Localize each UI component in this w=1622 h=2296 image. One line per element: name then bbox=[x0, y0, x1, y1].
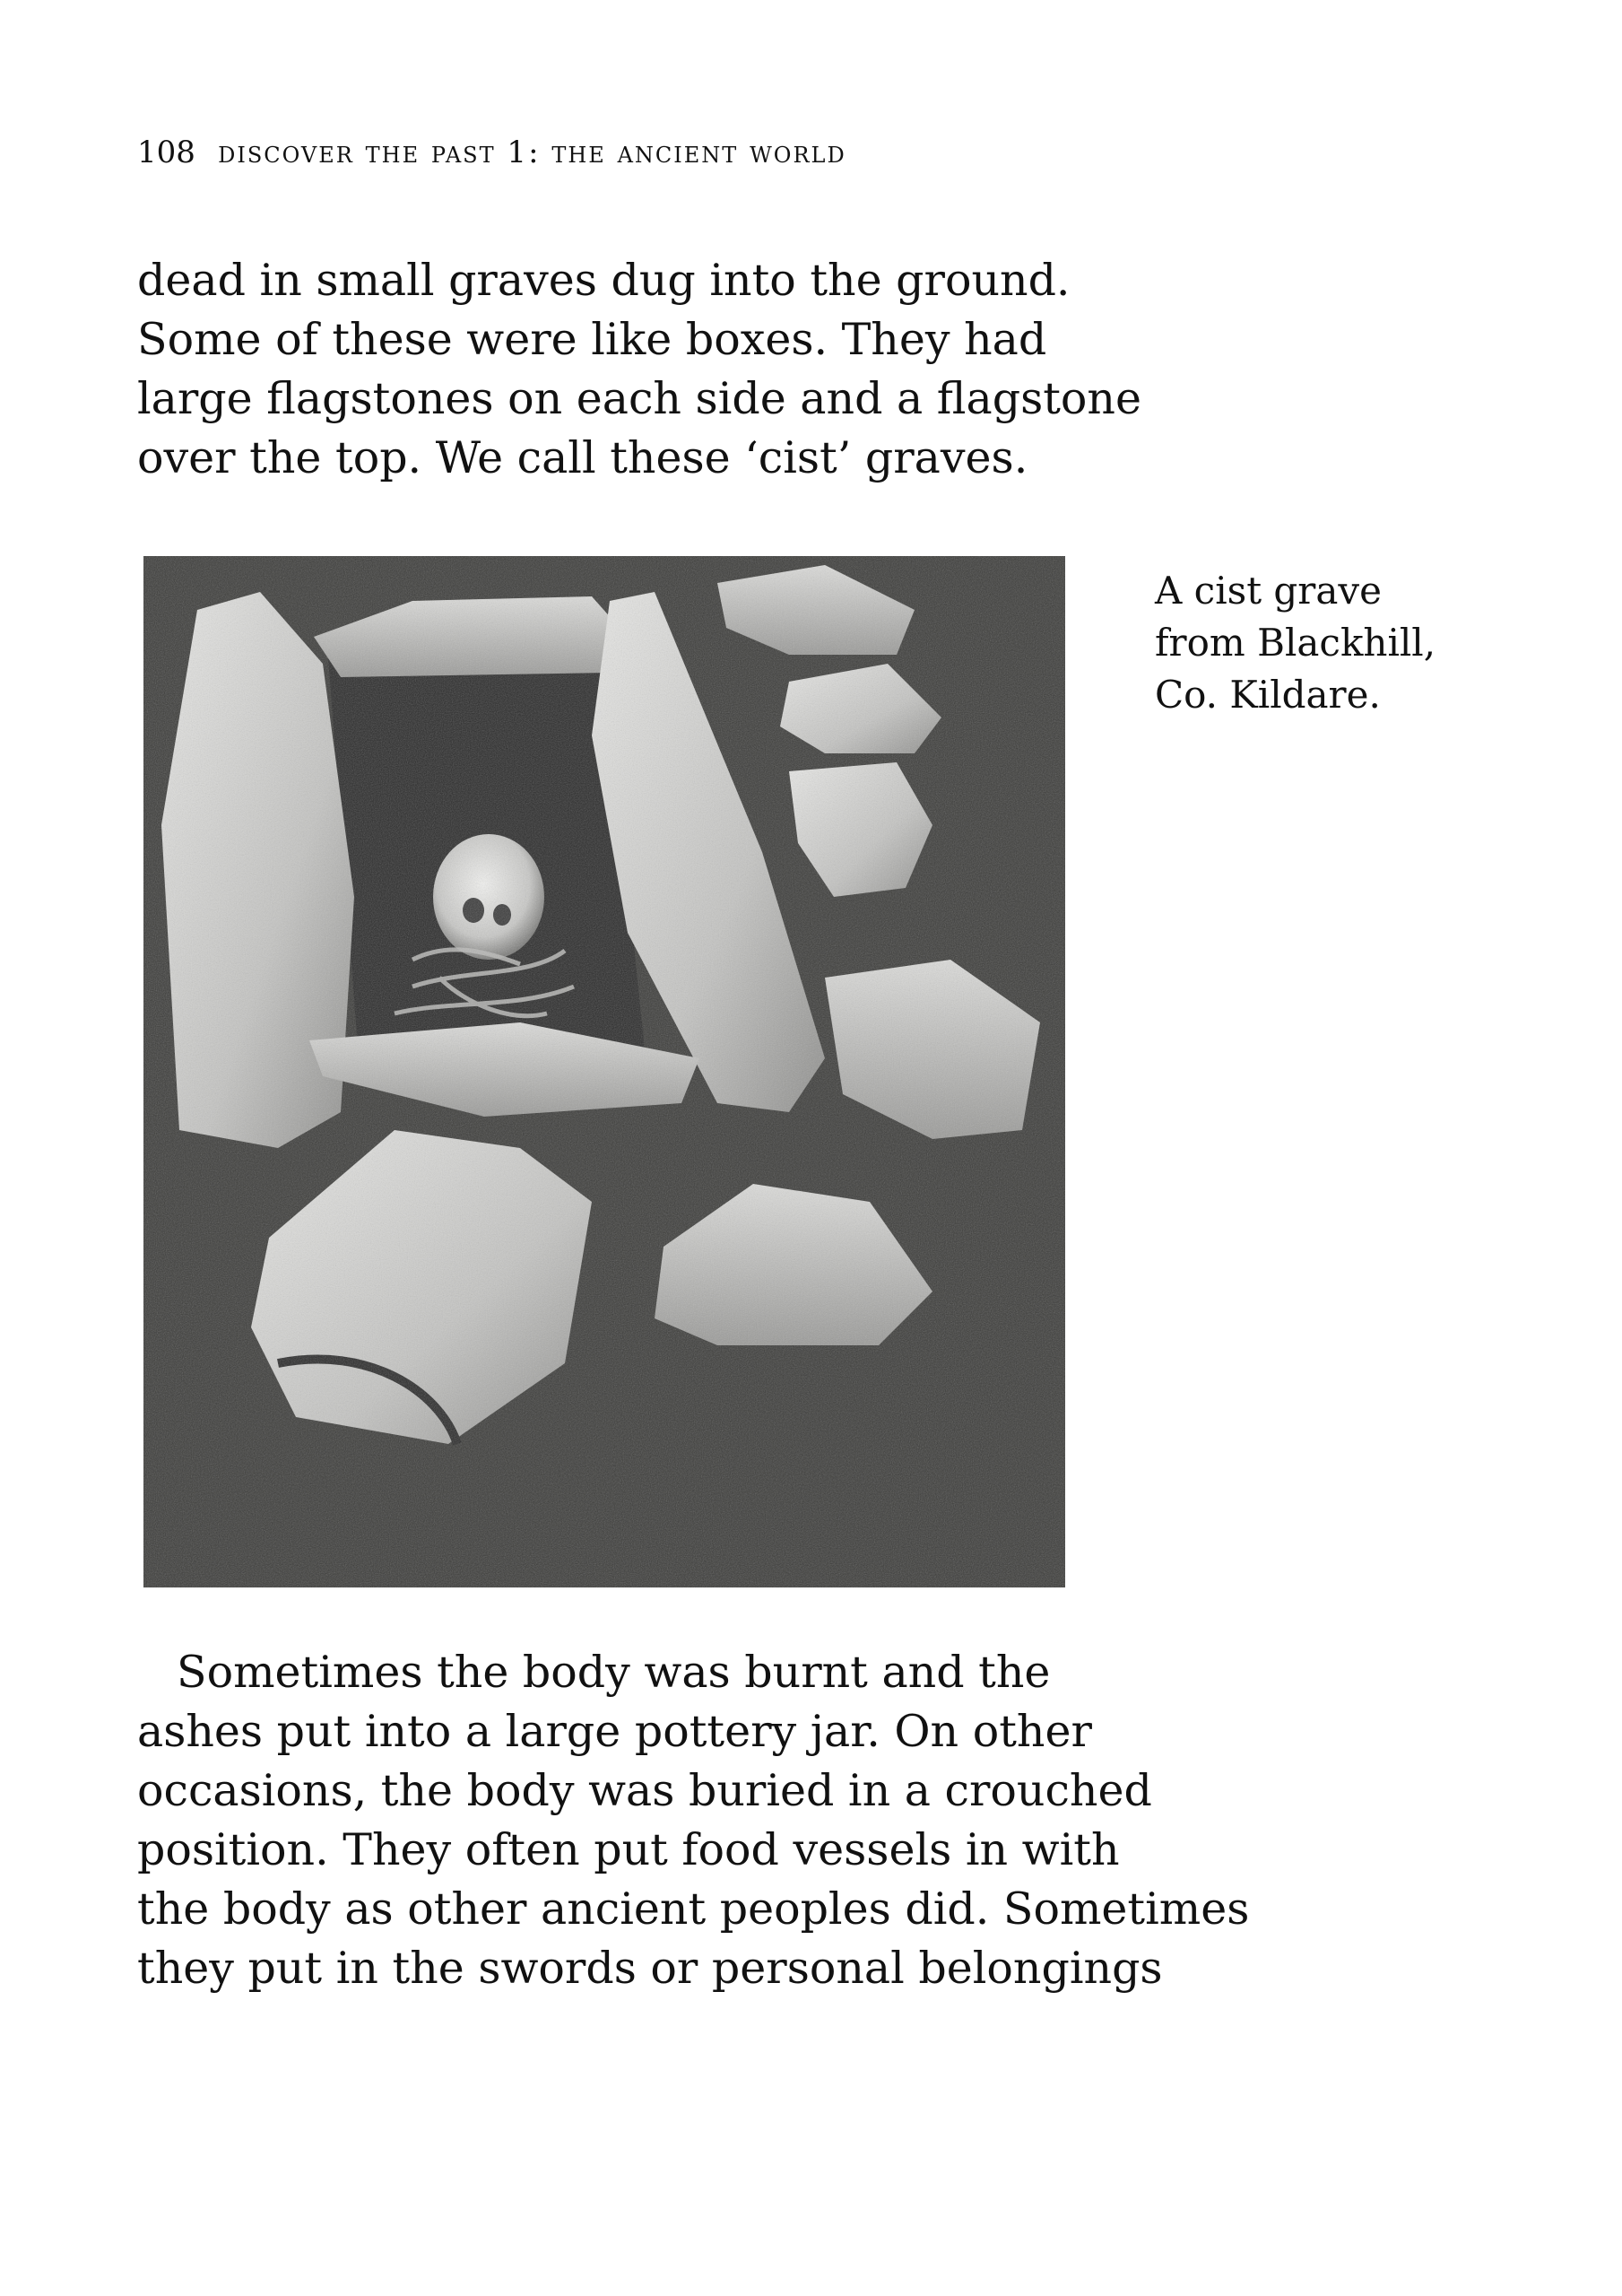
text-line: the body as other ancient peoples did. Sometimes bbox=[137, 1883, 1250, 1935]
caption-line: A cist grave bbox=[1155, 569, 1383, 613]
text-line: Sometimes the body was burnt and the bbox=[177, 1647, 1051, 1698]
book-title: discover the past 1: the ancient world bbox=[218, 135, 846, 170]
running-head bbox=[137, 135, 846, 170]
caption-line: Co. Kildare. bbox=[1155, 673, 1381, 717]
photo-illustration bbox=[143, 556, 1065, 1587]
cist-grave-photo bbox=[143, 556, 1065, 1587]
body-paragraph-2 bbox=[137, 1643, 1249, 1998]
text-line: dead in small graves dug into the ground. bbox=[137, 255, 1071, 306]
body-paragraph-1 bbox=[137, 251, 1141, 488]
text-line: Some of these were like boxes. They had bbox=[137, 314, 1047, 365]
caption-line: from Blackhill, bbox=[1155, 621, 1436, 665]
text-line: occasions, the body was buried in a crouched bbox=[137, 1765, 1152, 1816]
text-line: position. They often put food vessels in with bbox=[137, 1824, 1120, 1875]
page-number: 108 bbox=[137, 135, 195, 170]
text-line: over the top. We call these ‘cist’ graves. bbox=[137, 432, 1028, 483]
text-line: ashes put into a large pottery jar. On other bbox=[137, 1706, 1092, 1757]
figure-caption bbox=[1155, 565, 1436, 721]
text-line: they put in the swords or personal belongings bbox=[137, 1943, 1163, 1994]
text-line: large flagstones on each side and a flagstone bbox=[137, 373, 1141, 424]
